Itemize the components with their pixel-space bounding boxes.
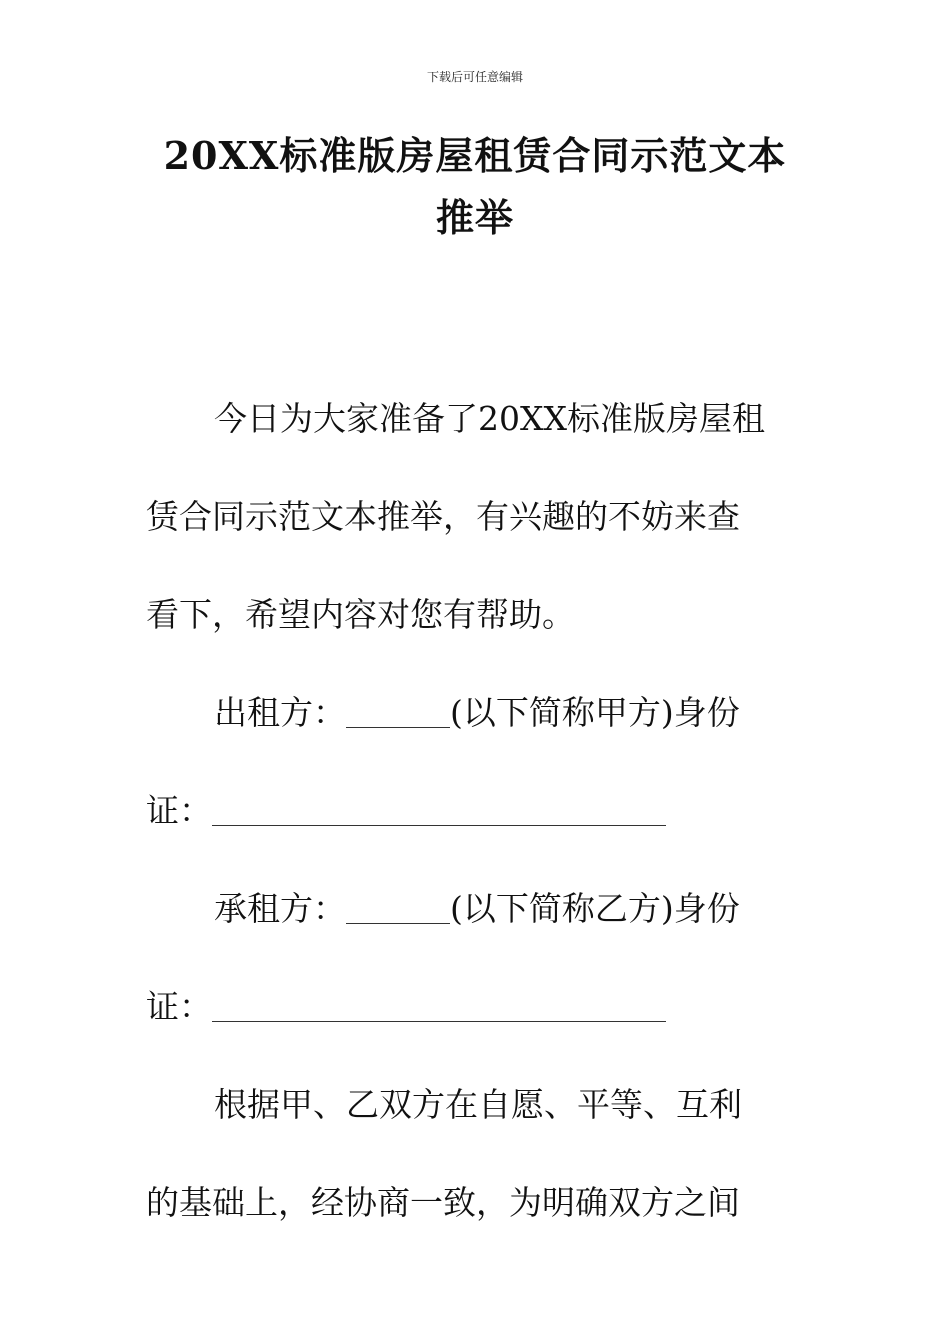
lessee-label: 承租方： — [214, 889, 346, 928]
basis-line-1: 根据甲、乙双方在自愿、平等、互利 — [214, 1085, 742, 1124]
lessor-suffix: (以下简称甲方)身份 — [450, 693, 740, 732]
lessor-label: 出租方： — [214, 693, 346, 732]
lessor-paragraph — [146, 664, 806, 860]
header-note: 下载后可任意编辑 — [426, 70, 523, 84]
intro-paragraph — [146, 370, 806, 664]
lessee-id-label: 证： — [146, 987, 212, 1026]
lessee-line — [146, 860, 806, 958]
title-line-1: 20XX标准版房屋租赁合同示范文本 — [163, 133, 787, 178]
document-title — [120, 125, 830, 249]
lessor-id-label: 证： — [146, 791, 212, 830]
intro-line-2: 赁合同示范文本推举，有兴趣的不妨来查 — [146, 497, 740, 536]
lessor-id-line — [146, 762, 806, 860]
intro-line-1: 今日为大家准备了20XX标准版房屋租 — [214, 399, 765, 438]
basis-line-2: 的基础上，经协商一致，为明确双方之间 — [146, 1183, 740, 1222]
lessee-suffix: (以下简称乙方)身份 — [450, 889, 740, 928]
intro-line-3: 看下，希望内容对您有帮助。 — [146, 595, 575, 634]
lessor-name-blank — [346, 697, 450, 728]
document-body — [146, 370, 806, 1252]
basis-paragraph — [146, 1056, 806, 1252]
lessor-line — [146, 664, 806, 762]
lessee-name-blank — [346, 893, 450, 924]
lessee-paragraph — [146, 860, 806, 1056]
lessor-id-blank — [212, 795, 666, 826]
lessee-id-blank — [212, 991, 666, 1022]
lessee-id-line — [146, 958, 806, 1056]
title-line-2: 推举 — [435, 195, 514, 240]
